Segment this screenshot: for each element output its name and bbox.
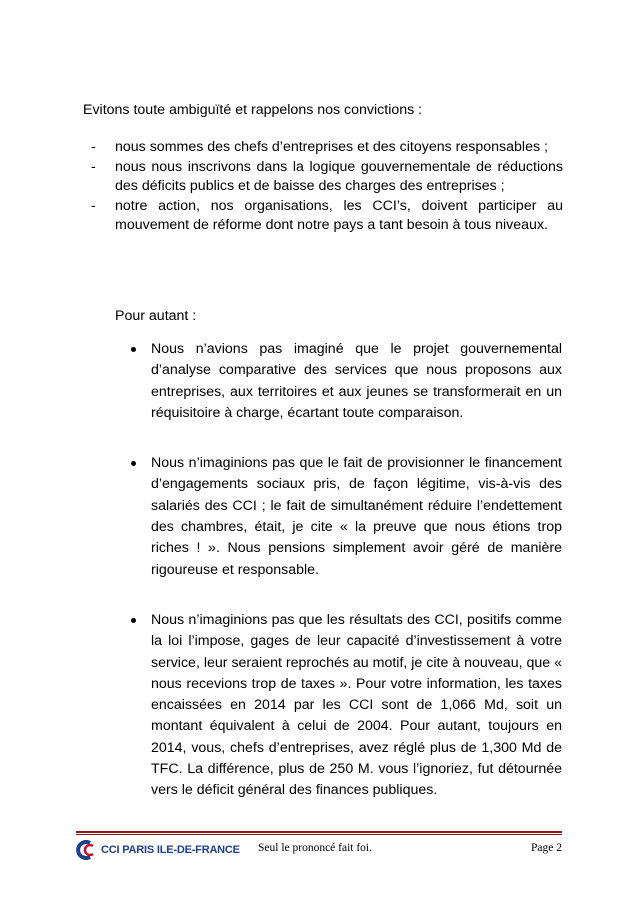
bullet-dot-icon (131, 618, 136, 623)
footer-rule-thin (76, 834, 562, 835)
dash-item (91, 158, 563, 197)
bullet-dot-icon (131, 461, 136, 466)
cci-logo (76, 838, 240, 862)
bullet-item-text: Nous n’imaginions pas que le fait de provisionner le financement d’engagements sociaux pris, de façon légitime, vis-à-vis des salariés des CCI ; le fait de simultanément réduire l’endettement des chambres, était, je cite « la preuve que nous étions trop riches ! ». Nous pensions simplement avoir géré de manière rigoureuse et responsable. (151, 455, 562, 578)
footer-disclaimer: Seul le prononcé fait foi. (258, 842, 373, 854)
bullet-item (128, 339, 562, 424)
dash-marker: - (91, 197, 96, 214)
bullet-item-text: Nous n’avions pas imaginé que le projet gouvernemental d’analyse comparative des services que nous proposons aux entreprises, aux territoires et aux jeunes se transformerait en un réquisitoire à charge, écartant toute comparaison. (151, 341, 562, 421)
footer-rule (76, 831, 562, 833)
dash-marker: - (91, 139, 96, 155)
dash-list (91, 138, 563, 236)
bullet-dot-icon (131, 347, 136, 352)
cci-logo-icon (76, 840, 98, 860)
bullet-list (128, 339, 562, 831)
dash-item-text: nous nous inscrivons dans la logique gouvernementale de réductions des déficits publics et de baisse des charges des entreprises ; (115, 158, 563, 194)
dash-item (91, 138, 563, 158)
logo-text: CCI PARIS ILE-DE-FRANCE (101, 844, 240, 856)
dash-item (91, 197, 563, 236)
bullet-item (128, 610, 562, 802)
dash-item-text: notre action, nos organisations, les CCI’s, doivent participer au mouvement de réforme dont notre pays a tant besoin à tous niveaux. (115, 197, 563, 233)
page-number: Page 2 (531, 842, 562, 854)
pour-autant-heading: Pour autant : (115, 308, 197, 324)
dash-item-text: nous sommes des chefs d’entreprises et des citoyens responsables ; (115, 139, 548, 155)
dash-marker: - (91, 158, 96, 175)
bullet-item-text: Nous n’imaginions pas que les résultats des CCI, positifs comme la loi l’impose, gages de leur capacité d’investissement à votre service, leur seraient reprochés au motif, je cite à nouveau, que « nous recevions trop de taxes ». Pour votre information, les taxes encaissées en 2014 par les CCI sont de 1,066 Md, soit un montant équivalent à celui de 2004. Pour autant, toujours en 2014, vous, chefs d’entreprises, avez réglé plus de 1,300 Md de TFC. La différence, plus de 250 M. vous l’ignoriez, fut détournée vers le déficit général des finances publiques. (151, 611, 562, 799)
bullet-item (128, 453, 562, 581)
intro-paragraph: Evitons toute ambiguïté et rappelons nos convictions : (83, 102, 423, 118)
